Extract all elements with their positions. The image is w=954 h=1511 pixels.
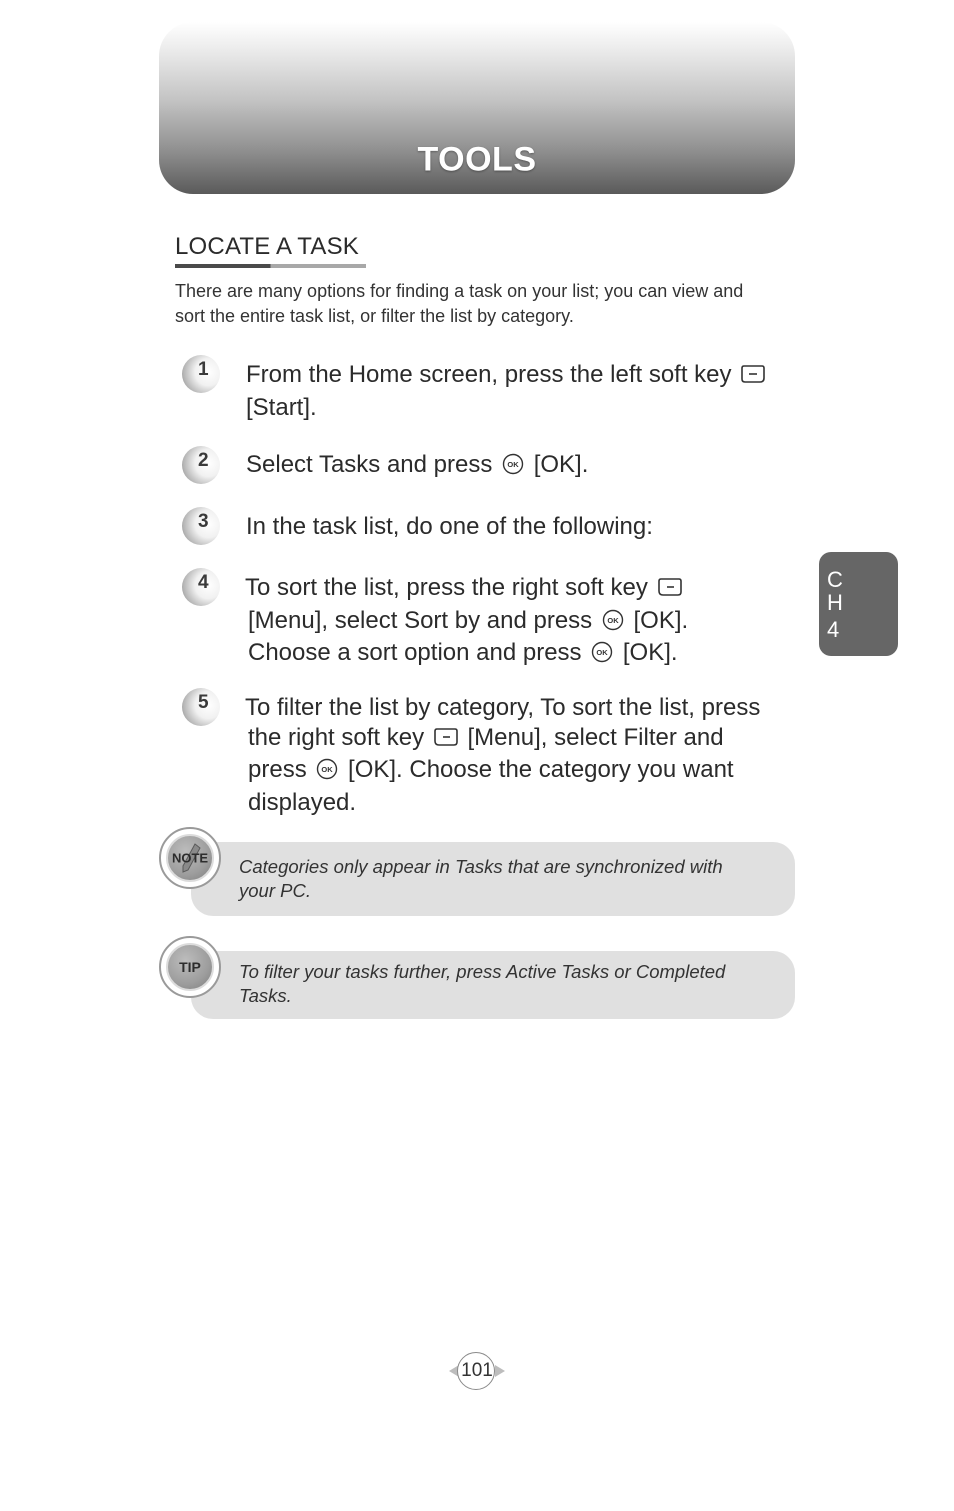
chapter-tab bbox=[819, 552, 898, 656]
step-text-segment: [OK]. Choose the category you want bbox=[348, 756, 734, 783]
step-number: 3 bbox=[198, 511, 209, 532]
svg-text:OK: OK bbox=[596, 648, 608, 657]
note-text bbox=[239, 855, 779, 902]
chapter-tab-h: H bbox=[827, 590, 843, 615]
step-text-segment: [OK]. bbox=[633, 606, 689, 634]
step-text-segment: To filter the list by category, To sort the list, press bbox=[245, 694, 761, 721]
step-text-segment: the right soft key bbox=[248, 723, 425, 751]
chapter-header-banner bbox=[159, 22, 795, 194]
step-text bbox=[245, 573, 805, 671]
step-text bbox=[246, 450, 806, 483]
ok-key-icon bbox=[501, 453, 525, 483]
step-number: 2 bbox=[198, 450, 209, 471]
svg-text:OK: OK bbox=[507, 460, 519, 469]
ok-key-icon bbox=[315, 758, 339, 788]
chapter-tab-number: 4 bbox=[827, 617, 840, 642]
step-text-segment: press bbox=[248, 756, 307, 783]
note-icon bbox=[159, 827, 221, 889]
step-text-segment: Select Tasks and press bbox=[246, 451, 493, 478]
ok-key-icon bbox=[590, 641, 614, 671]
step-text-segment: [OK]. bbox=[533, 451, 589, 478]
step-number: 5 bbox=[198, 692, 209, 713]
note-box bbox=[191, 842, 795, 916]
intro-line: There are many options for finding a task on your list; you can view and bbox=[175, 281, 744, 301]
ok-key-icon bbox=[601, 609, 625, 639]
tip-line: Tasks. bbox=[239, 984, 292, 1006]
step-text-segment: To sort the list, press the right soft key bbox=[245, 574, 648, 601]
tip-box bbox=[191, 951, 795, 1019]
right-soft-key-icon bbox=[657, 576, 683, 606]
section-underline bbox=[175, 264, 366, 268]
page-number: 101 bbox=[461, 1360, 493, 1381]
step-text-segment: [Menu], select Filter and bbox=[467, 723, 724, 751]
page-number-badge bbox=[447, 1352, 507, 1390]
step-number: 4 bbox=[198, 572, 209, 593]
step-number: 1 bbox=[198, 359, 209, 380]
section-title: LOCATE A TASK bbox=[175, 233, 360, 260]
note-line: your PC. bbox=[239, 879, 311, 901]
step-text-segment: [Menu], select Sort by and press bbox=[248, 606, 593, 634]
note-line: Categories only appear in Tasks that are synchronized with bbox=[239, 856, 723, 877]
svg-text:OK: OK bbox=[607, 615, 619, 625]
step-text: In the task list, do one of the following: bbox=[246, 513, 653, 540]
step-text-segment: [Start]. bbox=[246, 393, 317, 421]
step-text-segment: [OK]. bbox=[622, 639, 678, 666]
step-text-segment: From the Home screen, press the left soft key bbox=[246, 361, 732, 388]
step-text bbox=[245, 693, 805, 817]
tip-text bbox=[239, 960, 779, 1007]
chapter-title: TOOLS bbox=[417, 140, 537, 179]
step-text bbox=[246, 360, 806, 422]
intro-line: sort the entire task list, or filter the list by category. bbox=[175, 306, 574, 326]
tip-line: To filter your tasks further, press Active Tasks or Completed bbox=[239, 961, 726, 982]
right-soft-key-icon bbox=[433, 726, 459, 756]
left-soft-key-icon bbox=[740, 363, 766, 393]
tip-icon bbox=[159, 936, 221, 998]
step-text-segment: Choose a sort option and press bbox=[248, 639, 582, 666]
svg-text:OK: OK bbox=[321, 765, 333, 774]
note-badge-label: NOTE bbox=[171, 850, 209, 866]
section-intro bbox=[175, 279, 800, 329]
step-text-segment: displayed. bbox=[248, 788, 357, 816]
tip-badge-label: TIP bbox=[179, 959, 201, 975]
chapter-tab-c: C bbox=[827, 567, 843, 592]
